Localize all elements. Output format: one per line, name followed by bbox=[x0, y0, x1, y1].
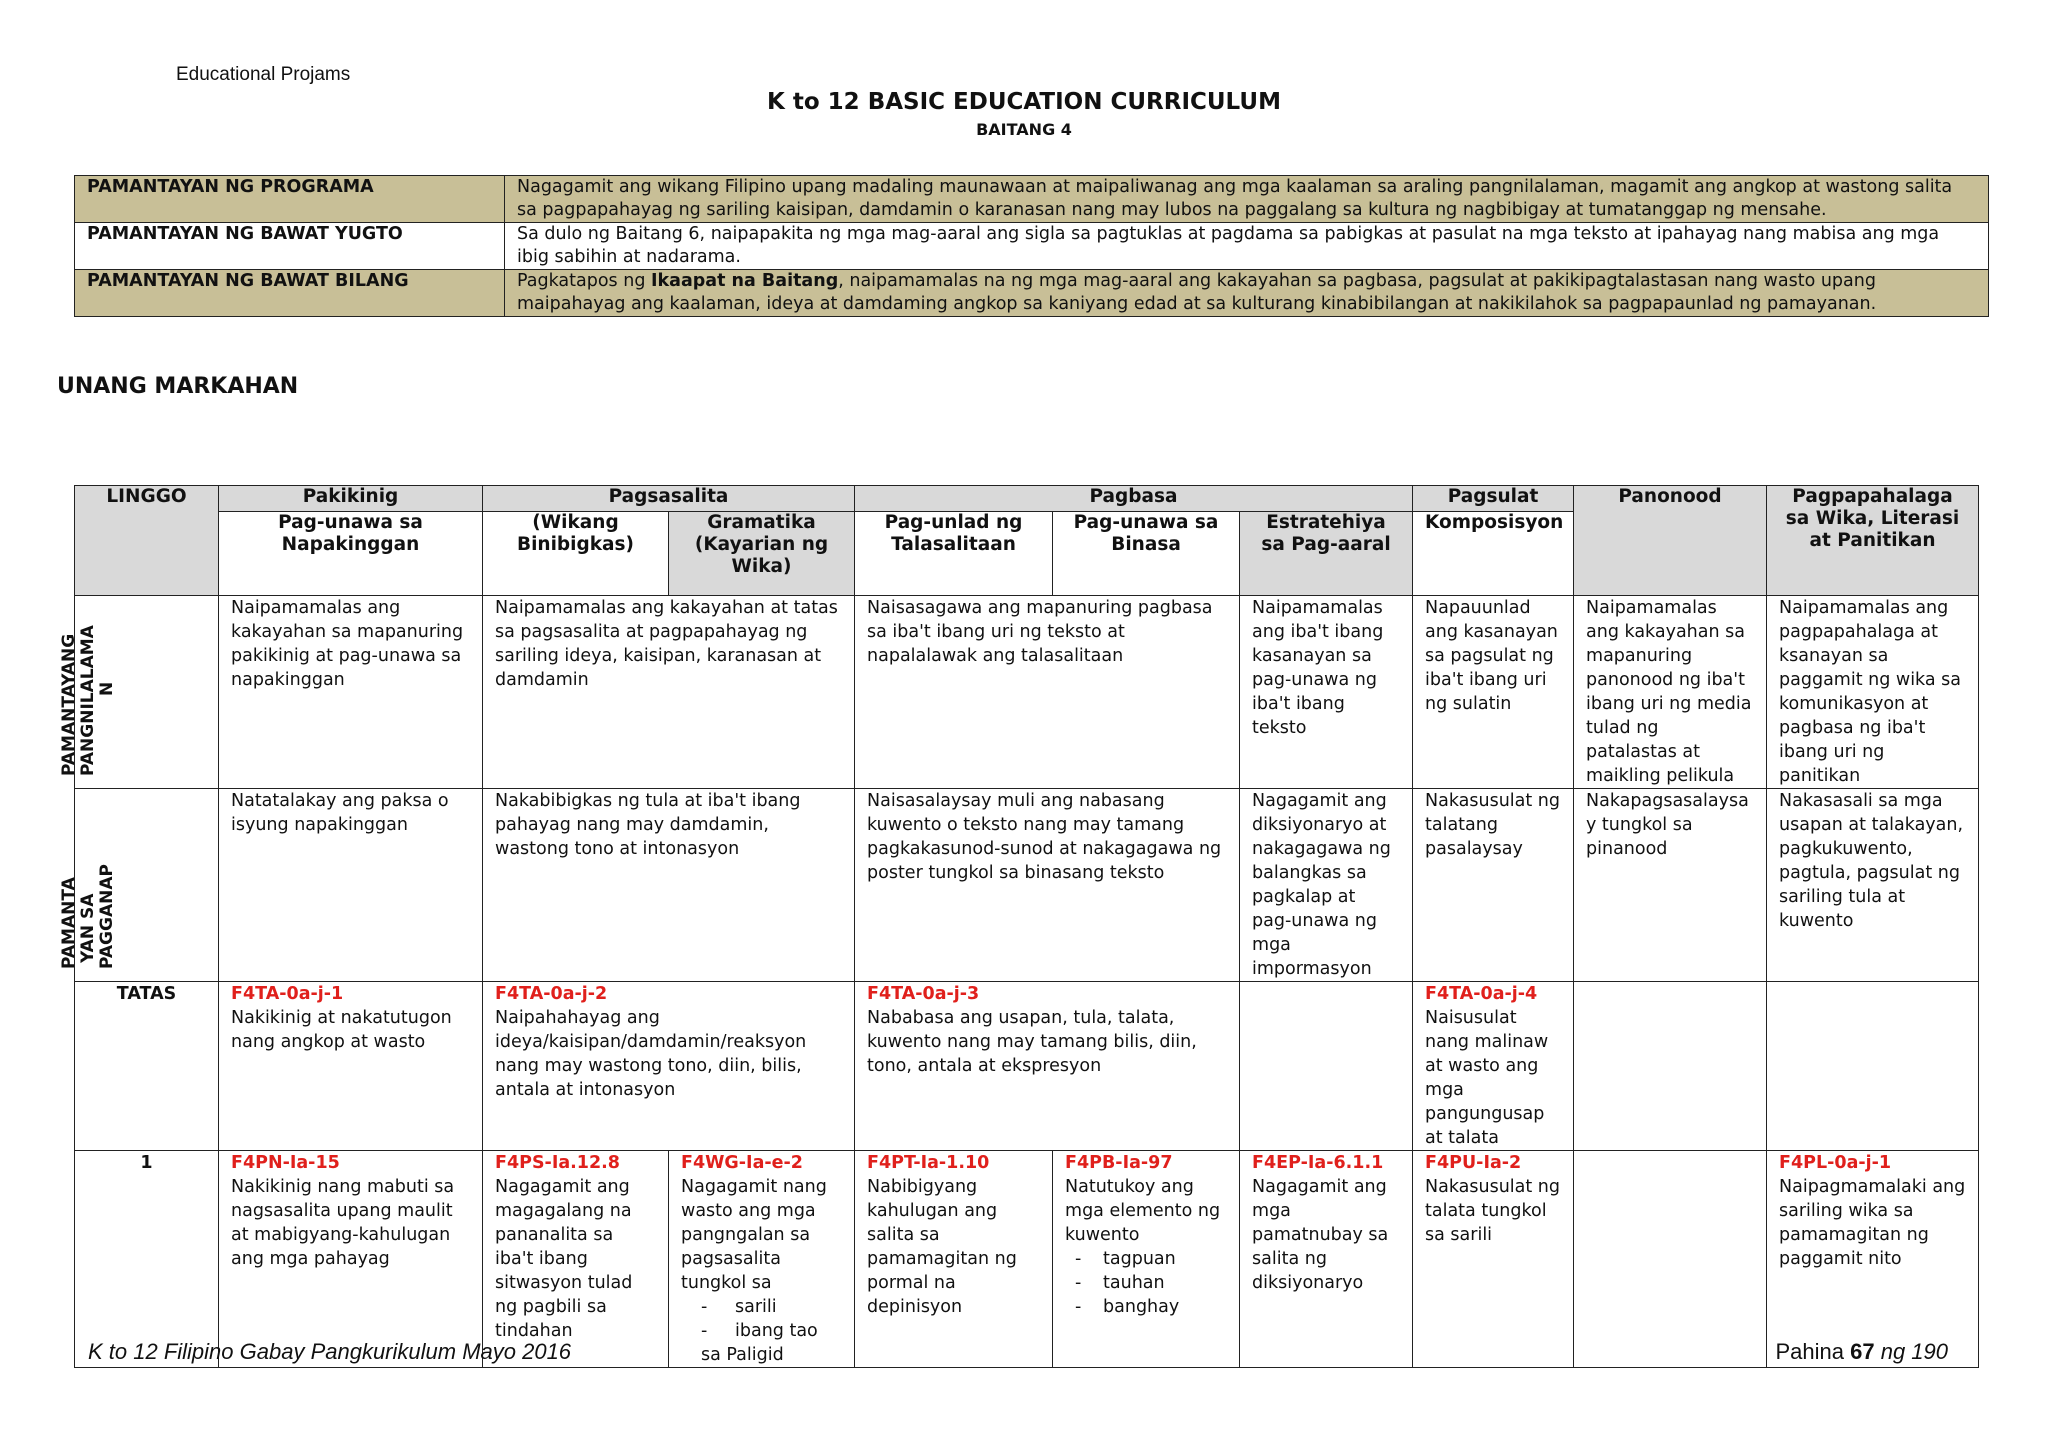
cell-empty bbox=[1574, 1151, 1767, 1368]
competency-code: F4TA-0a-j-1 bbox=[231, 984, 344, 1004]
col-panonood-header: Panonood bbox=[1574, 486, 1767, 596]
cell-empty bbox=[1767, 982, 1979, 1151]
competency-code: F4TA-0a-j-3 bbox=[867, 984, 980, 1004]
standard-label: PAMANTAYAN NG BAWAT YUGTO bbox=[75, 223, 505, 270]
page-subtitle: BAITANG 4 bbox=[976, 120, 1072, 139]
footer-page-current: 67 bbox=[1850, 1339, 1875, 1364]
cell-text: Naipamamalas ang kakayahan sa mapanuring pakikinig at pag-unawa sa napakinggan bbox=[219, 596, 483, 789]
list-item: - ibang tao sa Paligid bbox=[701, 1319, 842, 1367]
list-item: - tagpuan bbox=[1075, 1247, 1227, 1271]
cell-text bbox=[219, 1151, 483, 1368]
sub-gramatika: Gramatika (Kayarian ng Wika) bbox=[669, 512, 855, 596]
cell-text bbox=[1413, 982, 1574, 1151]
cell-text: Nakapagsasalaysa y tungkol sa pinanood bbox=[1574, 789, 1767, 982]
cell-text bbox=[1413, 1151, 1574, 1368]
cell-empty bbox=[1574, 982, 1767, 1151]
cell-text: Nagagamit ang diksiyonaryo at nakagagawa ng balangkas sa pagkalap at pag-unawa ng mga impormasyon bbox=[1240, 789, 1413, 982]
row-label-pagganap bbox=[58, 789, 219, 982]
sub-komposisyon: Komposisyon bbox=[1413, 512, 1574, 596]
competency-text: Nagagamit ang magagalang na pananalita sa iba't ibang sitwasyon tulad ng pagbili sa tindahan bbox=[495, 1177, 633, 1341]
cell-text: Naisasagawa ang mapanuring pagbasa sa iba't ibang uri ng teksto at napalalawak ang talasalitaan bbox=[855, 596, 1240, 789]
cell-text bbox=[855, 982, 1240, 1151]
competency-code: F4TA-0a-j-4 bbox=[1425, 984, 1538, 1004]
competency-text: Naipagmamalaki ang sariling wika sa pamamagitan ng paggamit nito bbox=[1779, 1177, 1966, 1269]
cell-text bbox=[1053, 1151, 1240, 1368]
list-item: - banghay bbox=[1075, 1295, 1227, 1319]
section-title: UNANG MARKAHAN bbox=[57, 374, 299, 399]
competency-text: Nagagamit ang mga pamatnubay sa salita ng diksiyonaryo bbox=[1252, 1177, 1389, 1293]
standards-row-yugto bbox=[75, 223, 1989, 270]
cell-text: Napauunlad ang kasanayan sa pagsulat ng iba't ibang uri ng sulatin bbox=[1413, 596, 1574, 789]
sub-pagunawa-binasa: Pag-unawa sa Binasa bbox=[1053, 512, 1240, 596]
standard-text-bold: Ikaapat na Baitang bbox=[651, 271, 839, 291]
cell-text bbox=[1767, 1151, 1979, 1368]
header-row-1 bbox=[75, 486, 1979, 512]
col-linggo-header: LINGGO bbox=[75, 486, 219, 596]
list-item: - tauhan bbox=[1075, 1271, 1227, 1295]
standard-text-post: , naipamamalas na ng mga mag-aaral ang kakayahan sa pagbasa, pagsulat at pakikipagtalastasan nang wasto upang maipahayag ang kaalaman, ideya at damdaming angkop sa kaniyang edad at sa kulturang kinabibilangan at nakikilahok sa pagpapaunlad ng pamayanan. bbox=[517, 271, 1877, 314]
standards-row-bilang bbox=[75, 270, 1989, 317]
page-title: K to 12 BASIC EDUCATION CURRICULUM bbox=[767, 89, 1281, 115]
row-pamantayang-pangnilalaman bbox=[75, 596, 1979, 789]
cell-text bbox=[219, 982, 483, 1151]
row-label-line: PAMANTAYANG bbox=[58, 633, 79, 776]
standard-label: PAMANTAYAN NG BAWAT BILANG bbox=[75, 270, 505, 317]
competency-code: F4PS-Ia.12.8 bbox=[495, 1153, 620, 1173]
row-label-line: PAGGANAP bbox=[96, 864, 117, 969]
standards-table bbox=[74, 175, 1989, 317]
competency-code: F4WG-Ia-e-2 bbox=[681, 1153, 803, 1173]
standard-text: Nagagamit ang wikang Filipino upang madaling maunawaan at maipaliwanag ang mga kaalaman sa araling pangnilalaman, magamit ang angkop at wastong salita sa pagpapahayag ng sariling kaisipan, damdamin o karanasan nang may lubos na paggalang sa kultura ng nagbibigay at tumatanggap ng mensahe. bbox=[505, 176, 1989, 223]
footer-document-title: K to 12 Filipino Gabay Pangkurikulum Mayo 2016 bbox=[88, 1339, 572, 1364]
competency-code: F4PN-Ia-15 bbox=[231, 1153, 340, 1173]
competency-text: Nabibigyang kahulugan ang salita sa pamamagitan ng pormal na depinisyon bbox=[867, 1177, 1017, 1317]
cell-text: Nakasasali sa mga usapan at talakayan, pagkukuwento, pagtula, pagsulat ng sariling tula at kuwento bbox=[1767, 789, 1979, 982]
competency-text: Naisusulat nang malinaw at wasto ang mga pangungusap at talata bbox=[1425, 1008, 1549, 1148]
sub-wikang-binibigkas: (Wikang Binibigkas) bbox=[483, 512, 669, 596]
standard-label: PAMANTAYAN NG PROGRAMA bbox=[75, 176, 505, 223]
competency-code: F4PL-0a-j-1 bbox=[1779, 1153, 1892, 1173]
competency-code: F4PT-Ia-1.10 bbox=[867, 1153, 990, 1173]
footer-page-total: ng 190 bbox=[1880, 1339, 1948, 1364]
competency-text: Nakikinig at nakatutugon nang angkop at wasto bbox=[231, 1008, 452, 1052]
row-label-line: YAN SA bbox=[77, 893, 98, 963]
row-label-line: PAMANTA bbox=[58, 877, 79, 969]
cell-text: Naipamamalas ang kakayahan sa mapanuring panonood ng iba't ibang uri ng media tulad ng patalastas at maikling pelikula bbox=[1574, 596, 1767, 789]
cell-text: Naipamamalas ang pagpapahalaga at ksanayan sa paggamit ng wika sa komunikasyon at pagbasa ng iba't ibang uri ng panitikan bbox=[1767, 596, 1979, 789]
cell-text bbox=[669, 1151, 855, 1368]
competency-text: Nakasusulat ng talata tungkol sa sarili bbox=[1425, 1177, 1561, 1245]
row-label-line: N bbox=[96, 681, 117, 696]
dash-list bbox=[681, 1295, 842, 1367]
cell-text: Natatalakay ang paksa o isyung napakinggan bbox=[219, 789, 483, 982]
col-pagbasa-header: Pagbasa bbox=[855, 486, 1413, 512]
row-label-tatas: TATAS bbox=[75, 982, 219, 1151]
standards-row-programa bbox=[75, 176, 1989, 223]
competency-code: F4PU-Ia-2 bbox=[1425, 1153, 1522, 1173]
row-label-pangnilalaman bbox=[58, 596, 219, 789]
cell-text bbox=[1240, 1151, 1413, 1368]
competency-code: F4PB-Ia-97 bbox=[1065, 1153, 1173, 1173]
cell-text: Naipamamalas ang iba't ibang kasanayan sa pag-unawa ng iba't ibang teksto bbox=[1240, 596, 1413, 789]
col-pagsulat-header: Pagsulat bbox=[1413, 486, 1574, 512]
curriculum-table bbox=[58, 485, 1979, 1368]
col-pakikinig-header: Pakikinig bbox=[219, 486, 483, 512]
competency-text: Nababasa ang usapan, tula, talata, kuwento nang may tamang bilis, diin, tono, antala at ekspresyon bbox=[867, 1008, 1197, 1076]
row-week-1 bbox=[75, 1151, 1979, 1368]
cell-text bbox=[855, 1151, 1053, 1368]
col-pagsasalita-header: Pagsasalita bbox=[483, 486, 855, 512]
row-pamantayan-pagganap bbox=[75, 789, 1979, 982]
organization-label: Educational Projams bbox=[176, 64, 351, 85]
competency-text: Nakikinig nang mabuti sa nagsasalita upang maulit at mabigyang-kahulugan ang mga pahayag bbox=[231, 1177, 455, 1269]
cell-text: Naisasalaysay muli ang nabasang kuwento o teksto nang may tamang pagkakasunod-sunod at nakagagawa ng poster tungkol sa binasang teksto bbox=[855, 789, 1240, 982]
competency-code: F4EP-Ia-6.1.1 bbox=[1252, 1153, 1384, 1173]
standard-text bbox=[505, 270, 1989, 317]
cell-text: Nakabibigkas ng tula at iba't ibang pahayag nang may damdamin, wastong tono at intonasyon bbox=[483, 789, 855, 982]
competency-text: Natutukoy ang mga elemento ng kuwento bbox=[1065, 1177, 1221, 1245]
cell-text: Nakasusulat ng talatang pasalaysay bbox=[1413, 789, 1574, 982]
cell-text: Naipamamalas ang kakayahan at tatas sa pagsasalita at pagpapahayag ng sariling ideya, kaisipan, karanasan at damdamin bbox=[483, 596, 855, 789]
standard-text: Sa dulo ng Baitang 6, naipapakita ng mga mag-aaral ang sigla sa pagtuklas at pagdama sa pabigkas at pasulat na mga teksto at ipahayag nang mabisa ang mga ibig sabihin at nadarama. bbox=[505, 223, 1989, 270]
footer-pahina-label: Pahina bbox=[1775, 1339, 1844, 1364]
row-label-line: PANGNILALAMA bbox=[77, 625, 98, 776]
row-label-week: 1 bbox=[75, 1151, 219, 1368]
standard-text-pre: Pagkatapos ng bbox=[517, 271, 651, 291]
cell-text bbox=[483, 1151, 669, 1368]
competency-text: Naipahahayag ang ideya/kaisipan/damdamin/reaksyon nang may wastong tono, diin, bilis, antala at intonasyon bbox=[495, 1008, 807, 1100]
competency-code: F4TA-0a-j-2 bbox=[495, 984, 608, 1004]
col-pagpapahalaga-header: Pagpapahalaga sa Wika, Literasi at Panitikan bbox=[1767, 486, 1979, 596]
cell-text bbox=[483, 982, 855, 1151]
sub-pagunlad-talasalitaan: Pag-unlad ng Talasalitaan bbox=[855, 512, 1053, 596]
sub-estratehiya: Estratehiya sa Pag-aaral bbox=[1240, 512, 1413, 596]
row-tatas bbox=[75, 982, 1979, 1151]
cell-empty bbox=[1240, 982, 1413, 1151]
sub-pagunawa-napakinggan: Pag-unawa sa Napakinggan bbox=[219, 512, 483, 596]
list-item: - sarili bbox=[701, 1295, 842, 1319]
competency-text: Nagagamit nang wasto ang mga pangngalan sa pagsasalita tungkol sa bbox=[681, 1177, 827, 1293]
dash-list bbox=[1065, 1247, 1227, 1319]
footer-page-number bbox=[1775, 1339, 1948, 1365]
